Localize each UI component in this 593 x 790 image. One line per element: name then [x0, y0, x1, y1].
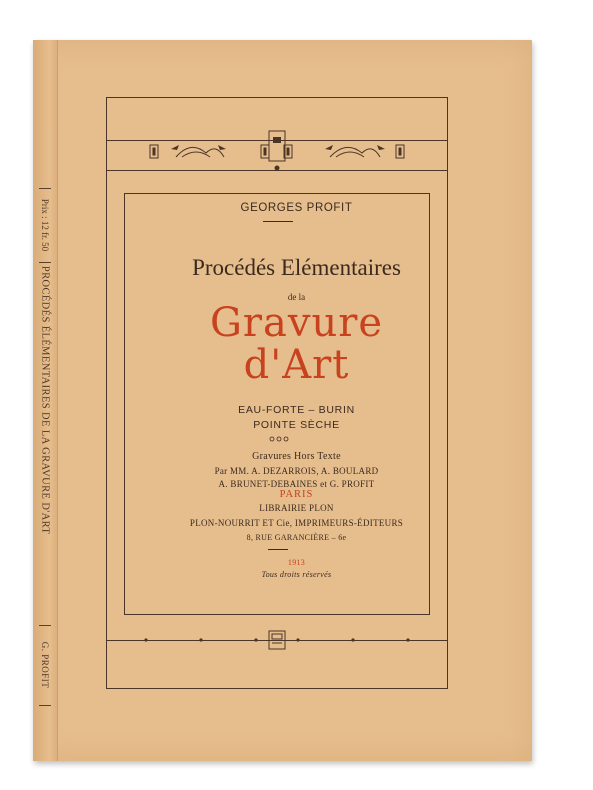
publisher-line-2: PLON-NOURRIT ET Cie, IMPRIMEURS-ÉDITEURS: [189, 518, 404, 528]
plates-line-1: Par MM. A. DEZARROIS, A. BOULARD: [214, 466, 379, 476]
book-spine: [33, 40, 58, 761]
small-ornament: [267, 436, 291, 442]
publisher-address: 8, RUE GARANCIÈRE – 6e: [246, 533, 347, 542]
title-line-2: de la: [287, 292, 306, 302]
top-ornament-band: [106, 125, 448, 175]
techniques-line-1: EAU-FORTE – BURIN: [238, 404, 355, 416]
spine-price: Prix : 12 fr. 50: [40, 198, 50, 252]
plates-heading: Gravures Hors Texte: [252, 451, 341, 462]
title-line-1: Procédés Elémentaires: [192, 255, 401, 280]
techniques-line-2: POINTE SÈCHE: [253, 419, 340, 431]
divider: [268, 549, 288, 550]
divider: [263, 221, 293, 222]
publisher-city: PARIS: [279, 489, 314, 500]
title-dart: d'Art: [243, 342, 350, 388]
publisher-line-1: LIBRAIRIE PLON: [259, 503, 334, 513]
spine-author: G. PROFIT: [40, 641, 50, 689]
plates-line-2: A. BRUNET-DEBAINES et G. PROFIT: [218, 479, 375, 489]
publication-year: 1913: [287, 558, 306, 567]
title-gravure: Gravure: [209, 300, 384, 346]
spine-title: PROCÉDÉS ÉLÉMENTAIRES DE LA GRAVURE D'ART: [39, 265, 51, 535]
bottom-ornament-band: [106, 625, 448, 660]
rights-notice: Tous droits réservés: [261, 570, 332, 579]
author-name: GEORGES PROFIT: [240, 202, 353, 214]
